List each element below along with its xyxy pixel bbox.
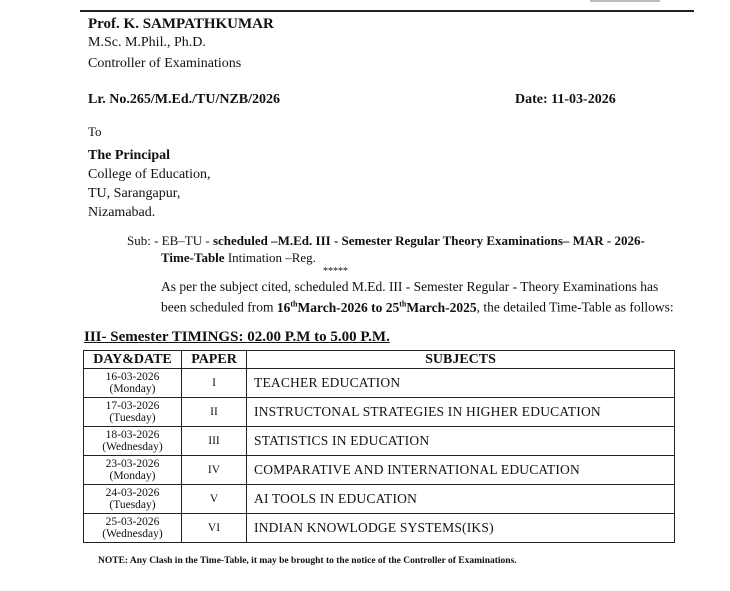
controller-designation: Controller of Examinations <box>88 56 242 71</box>
timetable <box>83 350 675 543</box>
date-cell <box>84 456 182 485</box>
table-row <box>84 514 675 543</box>
table-row <box>84 398 675 427</box>
to-sup: th <box>399 299 407 308</box>
address-line: Nizamabad. <box>88 205 156 220</box>
subject-cell: INSTRUCTONAL STRATEGIES IN HIGHER EDUCATION <box>247 398 675 427</box>
row-date: 17-03-2026 <box>105 400 160 412</box>
subject-line <box>127 232 687 278</box>
timings-heading: III- Semester TIMINGS: 02.00 P.M to 5.00 P.M. <box>84 329 390 345</box>
to-day: 25 <box>385 299 400 315</box>
body-text-end: , the detailed Time-Table as follows: <box>476 299 674 315</box>
row-day: (Tuesday) <box>109 412 156 424</box>
paper-cell: V <box>182 485 247 514</box>
paper-cell: I <box>182 369 247 398</box>
subject-cell: TEACHER EDUCATION <box>247 369 675 398</box>
paper-cell: IV <box>182 456 247 485</box>
row-day: (Monday) <box>109 383 156 395</box>
subject-prefix: Sub: - EB–TU - <box>127 233 213 248</box>
date-cell <box>84 485 182 514</box>
subject-intimation: Intimation –Reg. <box>224 250 316 265</box>
subject-separator: ***** <box>323 266 348 277</box>
row-day: (Wednesday) <box>102 441 163 453</box>
letter-reference: Lr. No.265/M.Ed./TU/NZB/2026 <box>88 92 281 107</box>
row-date: 16-03-2026 <box>105 371 160 383</box>
recipient-title: The Principal <box>88 148 171 163</box>
letter-date: Date: 11-03-2026 <box>515 92 616 107</box>
row-date: 24-03-2026 <box>105 487 160 499</box>
row-day: (Wednesday) <box>102 528 163 540</box>
date-cell <box>84 427 182 456</box>
header-rule <box>80 10 694 12</box>
from-day: 16 <box>276 299 291 315</box>
paper-cell: III <box>182 427 247 456</box>
subject-cell: COMPARATIVE AND INTERNATIONAL EDUCATION <box>247 456 675 485</box>
paper-cell: VI <box>182 514 247 543</box>
table-row <box>84 485 675 514</box>
address-line: TU, Sarangapur, <box>88 186 181 201</box>
row-date: 25-03-2026 <box>105 516 160 528</box>
table-row <box>84 427 675 456</box>
subject-timetable: Time-Table <box>161 250 225 265</box>
table-header-row <box>84 351 675 369</box>
from-sup: th <box>290 299 298 308</box>
to-word: to <box>367 299 386 315</box>
header-day-date: DAY&DATE <box>84 351 182 369</box>
header-subjects: SUBJECTS <box>247 351 675 369</box>
date-cell <box>84 369 182 398</box>
row-day: (Tuesday) <box>109 499 156 511</box>
table-row <box>84 369 675 398</box>
subject-cell: AI TOOLS IN EDUCATION <box>247 485 675 514</box>
top-edge-mark <box>590 0 660 2</box>
date-cell <box>84 398 182 427</box>
controller-name: Prof. K. SAMPATHKUMAR <box>88 16 274 32</box>
row-date: 18-03-2026 <box>105 429 160 441</box>
body-paragraph <box>161 278 681 316</box>
controller-qualifications: M.Sc. M.Phil., Ph.D. <box>88 35 206 50</box>
header-paper: PAPER <box>182 351 247 369</box>
recipient-address <box>88 146 210 222</box>
footer-note: NOTE: Any Clash in the Time-Table, it may be brought to the notice of the Controller of Examinations. <box>98 556 517 566</box>
subject-cell: INDIAN KNOWLODGE SYSTEMS(IKS) <box>247 514 675 543</box>
date-cell <box>84 514 182 543</box>
address-line: College of Education, <box>88 167 211 182</box>
body-text: As per the subject cited, scheduled M.Ed. III - Semester Regular - Theory Examinations has been scheduled from <box>161 279 659 315</box>
from-month: March-2026 <box>297 299 368 315</box>
to-label: To <box>88 124 102 139</box>
subject-cell: STATISTICS IN EDUCATION <box>247 427 675 456</box>
to-month: March-2025 <box>406 299 477 315</box>
row-date: 23-03-2026 <box>105 458 160 470</box>
table-row <box>84 456 675 485</box>
subject-text: scheduled –M.Ed. III - Semester Regular Theory Examinations– MAR - 2026- <box>212 233 645 248</box>
paper-cell: II <box>182 398 247 427</box>
row-day: (Monday) <box>109 470 156 482</box>
